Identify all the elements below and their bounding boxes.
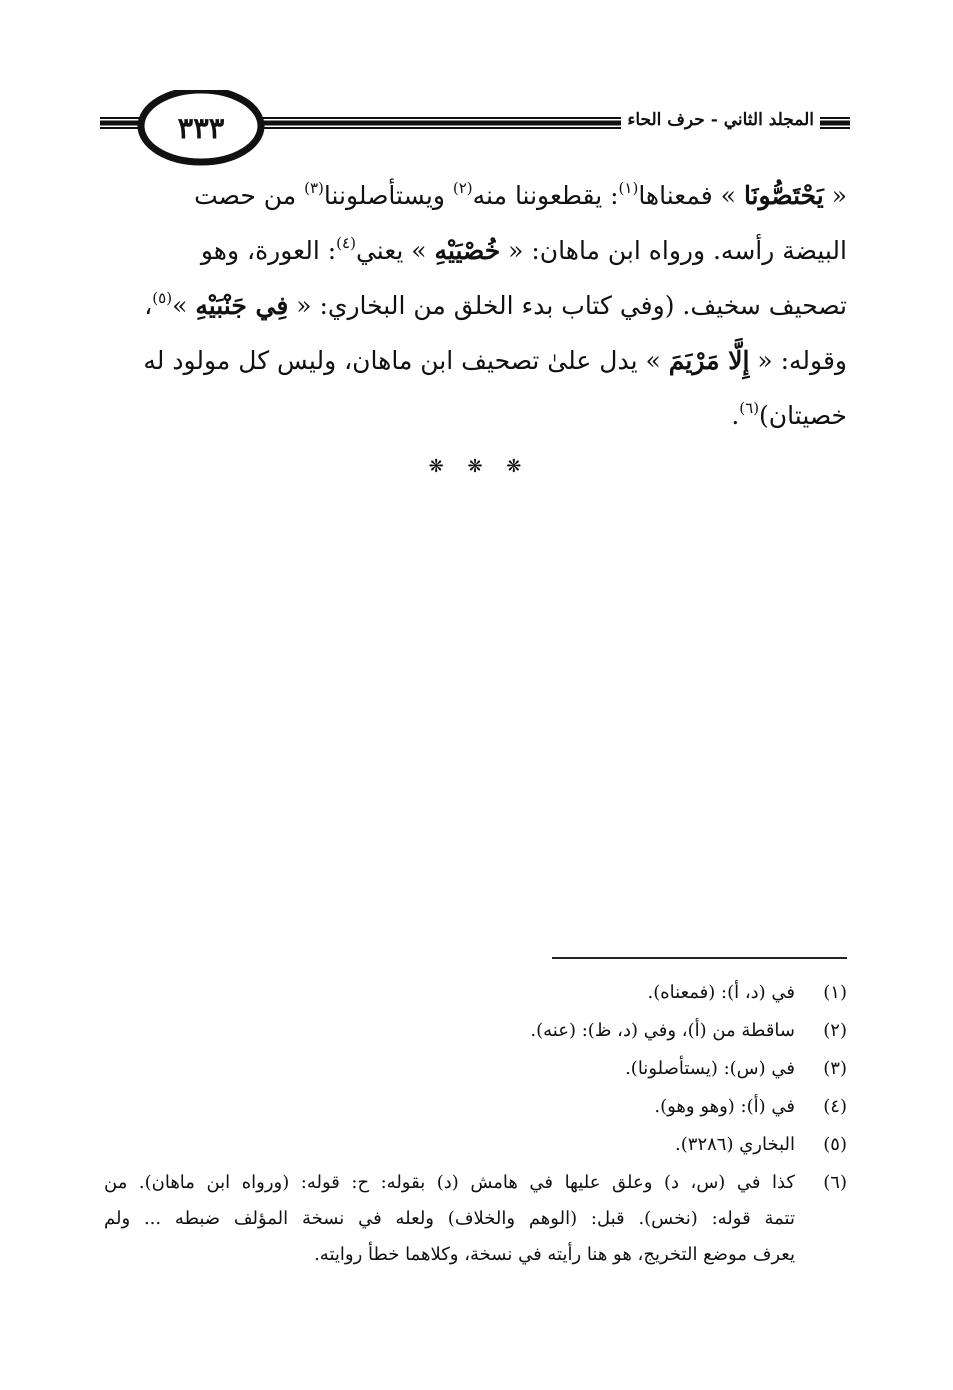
footnote-text-line: تتمة قوله: (نخس). قبل: (الوهم والخلاف) ولعله في نسخة المؤلف ضبطه ... ولم [104,1208,795,1229]
footnote-number: (٣) [823,1058,847,1079]
footnote-text: في (س): (يستأصلونا). [625,1058,795,1079]
text-segment: تصحيف سخيف. (وفي كتاب بدء الخلق من البخاري: « [288,291,847,320]
footnote-text: في (د، أ): (فمعناه). [647,982,795,1003]
footnotes [104,974,847,1272]
text-segment: ويستأصلوننا [323,181,453,210]
text-segment: « [823,181,847,210]
text-segment: : العورة، وهو [200,236,337,265]
footnote-ref[interactable]: (١) [618,179,639,197]
footnote-ref[interactable]: (٣) [304,179,324,197]
footnote-item [104,1012,847,1050]
text-segment: » [172,291,196,320]
footnote-text: في (أ): (وهو وهو). [654,1096,795,1117]
footnote-number: (٥) [823,1134,847,1155]
footnote-number: (٦) [823,1172,847,1193]
text-segment: البيضة رأسه. ورواه ابن ماهان: « [500,236,847,265]
text-segment: » يدل علىٰ تصحيف ابن ماهان، وليس كل مولود له [143,346,669,375]
footnote-ref[interactable]: (٥) [152,289,173,307]
footnote-ref[interactable]: (٦) [739,399,760,417]
footnote-ref[interactable]: (٢) [452,179,473,197]
footnote-item [104,974,847,1012]
footnote-item [104,1088,847,1126]
page-header [100,90,850,170]
footnote-number: (١) [823,982,847,1003]
text-segment: وقوله: « [749,346,847,375]
main-text [107,168,847,443]
footnote-text: ساقطة من (أ)، وفي (د، ظ): (عنه). [530,1020,795,1041]
footnote-ref[interactable]: (٤) [336,234,356,252]
text-segment: » فمعناها [638,181,744,210]
footnote-text: البخاري (٣٢٨٦). [675,1134,795,1155]
text-segment: ، [144,291,153,320]
running-title: المجلد الثاني - حرف الحاء [621,105,820,135]
text-segment: خصيتان) [759,401,847,430]
text-line [107,333,847,388]
footnote-text-line: كذا في (س، د) وعلق عليها في هامش (د) بقوله: ح: قوله: (ورواه ابن ماهان). من [104,1172,795,1193]
text-segment: . [731,401,740,430]
text-line [107,168,847,223]
footnote-item [104,1126,847,1164]
quran-word: خُصْيَيْهِ [434,236,501,265]
text-segment: » يعني [355,236,435,265]
text-line [107,278,847,333]
footnote-text-line: يعرف موضع التخريج، هو هنا رأيته في نسخة، وكلاهما خطأ روايته. [314,1244,795,1265]
text-segment: : يقطعوننا منه [472,181,619,210]
footnote-number: (٢) [823,1020,847,1041]
footnote-divider [552,957,847,959]
text-line [107,223,847,278]
footnote-number: (٤) [823,1096,847,1117]
footnote-item [104,1050,847,1088]
page-number: ٣٣٣ [177,111,225,145]
section-separator: ❋ ❋ ❋ [428,456,522,477]
quran-word: يَحْتَصُّونَا [743,181,824,210]
quran-word: إِلَّا مَرْيَمَ [668,346,750,375]
text-segment: من حصت [194,181,305,210]
footnote-item [104,1164,847,1272]
quran-word: فِي جَنْبَيْهِ [195,291,289,320]
text-line [107,388,847,443]
